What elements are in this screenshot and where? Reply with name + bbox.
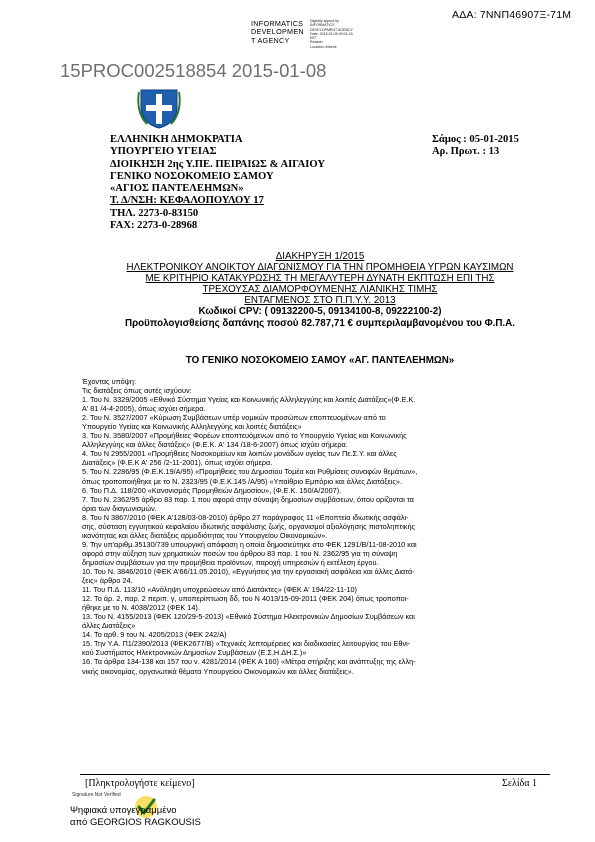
body-line: σης, σύσταση εγγυητικού κεφαλαίου ιδιωτικής ασφάλισης ζωής, οργανισμοί αξιολόγησης πιστοληπτικής [82, 521, 416, 531]
stamp-org-line: DEVELOPMEN [251, 27, 304, 37]
title-line: ΜΕ ΚΡΙΤΗΡΙΟ ΚΑΤΑΚΥΡΩΣΗΣ ΤΗ ΜΕΓΑΛΥΤΕΡΗ ΔΥΝΑΤΗ ΕΚΠΤΩΣΗ ΕΠΙ ΤΗΣ [145, 273, 495, 285]
body-line: 11. Του Π.Δ. 113/10 «Ανάληψη υποχρεώσεων από Διατάκτες» (ΦΕΚ Α' 194/22-11-10) [82, 585, 357, 595]
stamp-org-name [251, 20, 304, 45]
header-line: ΕΛΛΗΝΙΚΗ ΔΗΜΟΚΡΑΤΙΑ [110, 134, 243, 145]
body-line: 13. Του Ν. 4155/2013 (ΦΕΚ 120/29-5-2013) «Εθνικό Σύστημα Ηλεκτρονικών Δημοσίων Συμβάσεων και [82, 612, 415, 622]
body-line: 16. Τα άρθρα 134-138 και 157 του ν. 4281/2014 (ΦΕΚ Α 160) «Μέτρα στήριξης και ανάπτυξης της ελλη- [82, 657, 416, 667]
body-line: 14. Το αρθ. 9 του Ν. 4205/2013 (ΦΕΚ 242/Α) [82, 630, 227, 640]
header-line: ΤΗΛ. 2273-0-83150 [110, 207, 199, 219]
body-line: Τις διατάξεις όπως αυτές ισχύουν: [82, 386, 192, 396]
stamp-detail-line: EET [310, 36, 317, 41]
document-reference [432, 134, 519, 159]
body-line: 15. Την Υ.Α. Π1/2390/2013 (ΦΕΚ2677/Β) «Τεχνικές λεπτομέρειες και διαδικασίες λειτουργίας του Εθνι- [82, 639, 411, 649]
body-line: 9. Την υπ'αριθμ.35130/739 υπουργική απόφαση η οποία δημοσιεύτηκε στο ΦΕΚ 1291/Β/11-08-2010 και [82, 539, 417, 549]
body-line: όπως τροποποιήθηκε με το Ν. 2323/95 (Φ.Ε.Κ.145 /Α/95) «Υπαίθριο Εμπόριο και άλλες Διατάξεις». [82, 476, 402, 486]
footer-placeholder: [Πληκτρολογήστε κείμενο] [85, 778, 195, 789]
body-line: 10. Του Ν. 3846/2010 (ΦΕΚ Α'66/11.05.2010), «Εγγυήσεις για την εργασιακή ασφάλεια και άλλες Διατά- [82, 566, 415, 576]
title-line: ΗΛΕΚΤΡΟΝΙΚΟΥ ΑΝΟΙΚΤΟΥ ΔΙΑΓΩΝΙΣΜΟΥ ΓΙΑ ΤΗΝ ΠΡΟΜΗΘΕΙΑ ΥΓΡΩΝ ΚΑΥΣΙΜΩΝ [126, 262, 514, 274]
body-line: 8. Του Ν 3867/2010 (ΦΕΚ Α'128/03-08-2010) άρθρο 27 παράγραφος 11 «Εποπτεία ιδιωτικής ασφάλι- [82, 512, 409, 522]
body-line: κού Συστήματος Ηλεκτρονικών Δημοσίων Συμβάσεων (Ε.Σ.Η.ΔΗ.Σ.)» [82, 648, 307, 658]
body-line: 1. Του Ν. 3329/2005 «Εθνικό Σύστημα Υγείας και Κοινωνικής Αλληλεγγύης και λοιπές Διατάξεις»(Φ.Ε.Κ. [82, 395, 416, 405]
body-line: ήθηκε με το Ν. 4038/2012 (ΦΕΚ 14). [82, 603, 200, 613]
stamp-detail-line: Reason: [310, 40, 324, 45]
stamp-detail-line: Date: 2015.01.08 09:01:16 [310, 31, 353, 36]
body-line: 5. Του Ν. 2286/95 (Φ.Ε.Κ.19/Α/95) «Προμήθειες του Δημοσίου Τομέα και Ρυθμίσεις συναφών θεμάτων», [82, 467, 418, 477]
issuer-header [110, 134, 325, 232]
stamp-details [310, 19, 353, 49]
stamp-detail-line: INFORMATICS [310, 23, 335, 28]
body-line: Α' 81 /4-4-2005), όπως ισχύει σήμερα. [82, 404, 206, 414]
body-line: άλλες Διατάξεις» [82, 621, 136, 631]
document-date: Σάμος : 05-01-2015 [432, 134, 519, 145]
procurement-id: 15PROC002518854 2015-01-08 [60, 60, 327, 81]
budget-line: Προϋπολογισθείσης δαπάνης ποσού 82.787,71 € συμπεριλαμβανομένου του Φ.Π.Α. [125, 317, 515, 329]
body-line: 4. Του Ν 2955/2001 «Προμήθειες Νοσοκομείων και λοιπών μονάδων υγείας των Πε.Σ.Υ. και άλλες [82, 449, 397, 459]
title-line: ΤΡΕΧΟΥΣΑΣ ΔΙΑΜΟΡΦΟΥΜΕΝΗΣ ΛΙΑΝΙΚΗΣ ΤΙΜΗΣ [202, 284, 438, 296]
hospital-heading: ΤΟ ΓΕΝΙΚΟ ΝΟΣΟΚΟΜΕΙΟ ΣΑΜΟΥ «ΑΓ. ΠΑΝΤΕΛΕΗΜΩΝ» [185, 355, 455, 366]
greek-coat-of-arms-icon [137, 86, 181, 130]
title-line: ΕΝΤΑΓΜΕΝΟΣ ΣΤΟ Π.Π.Υ.Υ. 2013 [244, 295, 396, 307]
notice-number: ΔΙΑΚΗΡΥΞΗ 1/2015 [275, 251, 365, 262]
cpv-codes: Κωδικοί CPV: ( 09132200-5, 09134100-8, 09222100-2) [198, 306, 442, 318]
header-line: «ΑΓΙΟΣ ΠΑΝΤΕΛΕΗΜΩΝ» [110, 183, 244, 195]
stamp-org-line: T AGENCY [251, 35, 290, 45]
body-line: Υπουργείο Υγείας και Κοινωνικής Αλληλεγγύης και λοιπές διατάξεις» [82, 422, 302, 432]
footer-divider [80, 774, 550, 775]
body-line: Διατάξεις» (Φ.Ε.Κ Α' 256 /2-11-2001), όπως ισχύει σήμερα. [82, 458, 273, 468]
body-line: 6. Του Π.Δ. 118/200 «Κανονισμός Προμηθειών Δημοσίου», (Φ.Ε.Κ. 150/Α/2007). [82, 485, 342, 495]
stamp-org-line: INFORMATICS [251, 19, 304, 28]
body-line: αφορά στην αύξηση των χρηματικών ποσών του άρθρου 83 παρ. 1 του Ν. 2362/95 για τη σύναψη [82, 548, 398, 558]
body-line: 12. Το άρ. 2, παρ. 2 περιπ. γ, υποπερίπτωση δδ, του Ν 4013/15-09-2011 (ΦΕΚ 204) όπως τροποποι- [82, 594, 409, 604]
header-line: ΥΠΟΥΡΓΕΙΟ ΥΓΕΙΑΣ [110, 146, 217, 158]
body-line: δημοσίων συμβάσεων για την προμήθεια προϊόντων, παροχή υπηρεσιών ή εκτέλεση έργου. [82, 557, 379, 567]
body-line: 2. Του Ν. 3527/2007 «Κύρωση Συμβάσεων υπέρ νομικών προσώπων εποπτευομένων από το [82, 413, 386, 423]
body-line: όρια των διαγωνισμών. [82, 503, 157, 513]
body-line: νικής οικονομίας, οργανωτικά θέματα Υπουργείου Οικονομικών και άλλες διατάξεις». [82, 666, 354, 676]
protocol-number: Αρ. Πρωτ. : 13 [432, 146, 500, 158]
legal-basis-text [82, 377, 552, 676]
signature-signer: από GEORGIOS RAGKOUSIS [70, 817, 201, 828]
ada-code: ΑΔΑ: 7ΝΝΠ46907Ξ-71Μ [452, 9, 572, 21]
signature-status: Signature Not Verified [72, 792, 121, 798]
header-line: FAX: 2273-0-28968 [110, 220, 198, 232]
body-line: Έχοντας υπόψη: [82, 377, 136, 386]
header-line: ΓΕΝΙΚΟ ΝΟΣΟΚΟΜΕΙΟ ΣΑΜΟΥ [110, 170, 274, 182]
stamp-detail-line: DEVELOPMENT AGENCY [310, 27, 354, 32]
body-line: ικανότητας και άλλες διατάξεις αρμοδιότητας του Υπουργείου Οικονομικών». [82, 530, 328, 540]
body-line: ξεις» άρθρο 24. [82, 576, 133, 586]
stamp-detail-line: Digitally signed by [310, 19, 339, 23]
body-line: 3. Του Ν. 3580/2007 «Προμήθειες Φορέων εποπτευόμενων από το Υπουργείο Υγείας και Κοινωνικής [82, 431, 407, 441]
signature-line: Ψηφιακά υπογεγραμμένο [70, 805, 177, 816]
body-line: Αλληλεγγύης και άλλες διατάξεις» (Φ.Ε.Κ. Α' 134 /18-6-2007) όπως ισχύει σήμερα. [82, 440, 348, 450]
page-number: Σελίδα 1 [502, 778, 538, 789]
body-line: 7. Του Ν. 2362/95 άρθρο 83 παρ. 1 που αφορά στην σύναψη δημοσίων συμβάσεων, όπου ορίζονται τα [82, 494, 414, 504]
stamp-detail-line: Location: Athens [310, 44, 337, 49]
header-line: Τ. Δ/ΝΣΗ: ΚΕΦΑΛΟΠΟΥΛΟΥ 17 [110, 195, 264, 207]
header-line: ΔΙΟΙΚΗΣΗ 2ης Υ.ΠΕ. ΠΕΙΡΑΙΩΣ & ΑΙΓΑΙΟΥ [110, 158, 325, 170]
notice-title [80, 251, 560, 329]
